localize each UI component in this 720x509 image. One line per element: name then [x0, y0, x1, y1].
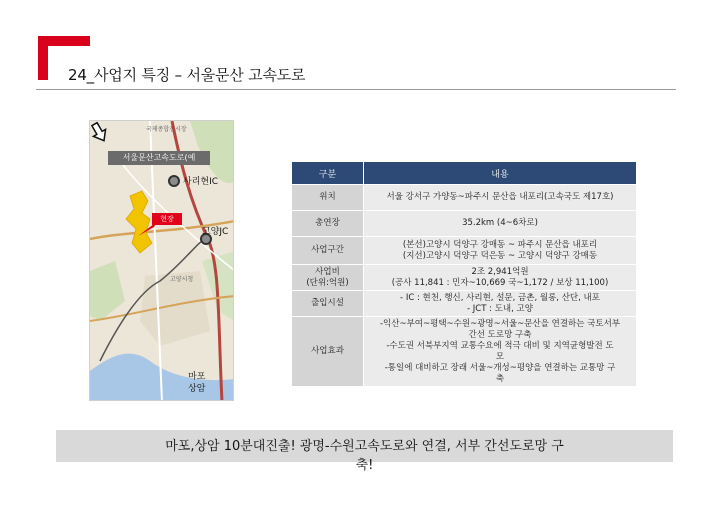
row-value: [364, 237, 637, 265]
summary-line-2: 축!: [355, 458, 374, 473]
map-place-sangam: 상암: [188, 384, 206, 394]
table-row: [292, 185, 637, 211]
map-ic-sariheon: 사리현IC: [183, 177, 219, 187]
row-key: 총연장: [292, 211, 364, 237]
row-value-line: 축: [495, 373, 505, 384]
row-key: [292, 265, 364, 291]
row-value-line: - JCT : 도내, 고양: [467, 303, 533, 314]
map-jct-goyang: 고양JC: [202, 227, 229, 237]
table-header-content: 내용: [364, 162, 637, 185]
summary-line-1: 마포,상암 10분대진출! 광명-수원고속도로와 연결, 서부 간선도로망 구: [165, 439, 564, 454]
row-value-line: 간선 도로망 구축: [468, 329, 532, 340]
row-key-line: (단위:억원): [306, 277, 349, 288]
map-site-badge: 현장: [152, 213, 182, 225]
row-value-line: (지선)고양시 덕양구 덕은동 ~ 고양시 덕양구 강매동: [402, 250, 598, 261]
row-value: [364, 291, 637, 317]
table-row: [292, 291, 637, 317]
row-value-line: -수도권 서북부지역 교통수요에 적극 대비 및 지역균형발전 도: [386, 340, 614, 351]
row-value-line: (공사 11,841 : 민자~10,669 국~1,172 / 보상 11,100): [391, 277, 609, 288]
row-value-line: 모: [495, 351, 505, 362]
table-header-row: [292, 162, 637, 185]
map-place-top: 국제종합전시장: [146, 126, 187, 133]
location-map: [89, 120, 234, 401]
title-divider: [36, 89, 676, 90]
table-row: [292, 265, 637, 291]
map-road-label: 서울문산고속도로(예: [108, 151, 210, 165]
summary-banner-text: [56, 437, 673, 475]
row-value-line: - IC : 현천, 행신, 사리현, 설문, 금촌, 월롱, 산단, 내포: [400, 292, 600, 303]
map-place-mapo: 마포: [188, 372, 206, 382]
row-key-line: 사업비: [315, 266, 340, 277]
project-info-table: [291, 161, 637, 387]
row-key: 위치: [292, 185, 364, 211]
sariheon-ic-marker: [168, 175, 180, 187]
table-row: [292, 211, 637, 237]
row-value-line: 2조 2,941억원: [471, 266, 529, 277]
row-value: 35.2km (4~6차로): [364, 211, 637, 237]
row-value: 서울 강서구 가양동~파주시 문산읍 내포리(고속국도 제17호): [364, 185, 637, 211]
direction-arrow-icon: [90, 121, 108, 143]
row-value-line: -익산~부여~평택~수원~광명~서울~문산을 연결하는 국토서부: [379, 318, 621, 329]
table-header-category: 구분: [292, 162, 364, 185]
row-key: 사업효과: [292, 317, 364, 387]
row-value: [364, 265, 637, 291]
map-place-goyangsi: 고양시청: [170, 276, 194, 283]
row-key: 출입시설: [292, 291, 364, 317]
row-key: 사업구간: [292, 237, 364, 265]
page-title: 24_사업지 특징 – 서울문산 고속도로: [68, 66, 306, 84]
table-row: [292, 237, 637, 265]
row-value-line: -통일에 대비하고 장래 서울~개성~평양을 연결하는 교통망 구: [384, 362, 616, 373]
row-value: [364, 317, 637, 387]
table-row: [292, 317, 637, 387]
row-value-line: (본선)고양시 덕양구 강매동 ~ 파주시 문산읍 내포리: [402, 239, 598, 250]
